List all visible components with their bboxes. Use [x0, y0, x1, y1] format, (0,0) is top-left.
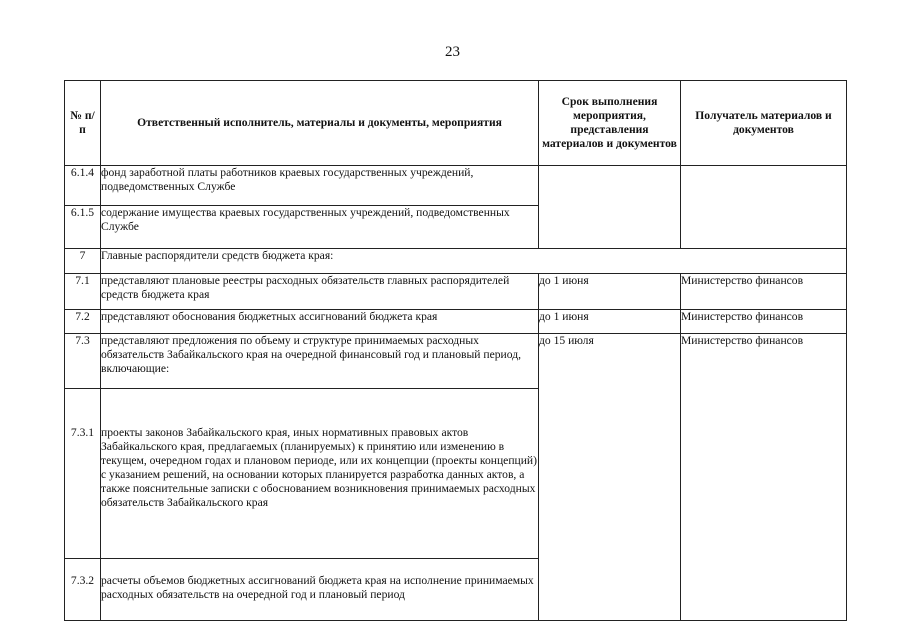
table-header-row — [65, 81, 847, 166]
row-number: 7.2 — [65, 310, 101, 334]
row-text: представляют плановые реестры расходных обязательств главных распорядителей средств бюджета края — [101, 274, 539, 310]
row-recipient: Министерство финансов — [681, 310, 847, 334]
header-executor: Ответственный исполнитель, материалы и документы, мероприятия — [101, 81, 539, 166]
table-row — [65, 274, 847, 310]
row-number: 6.1.4 — [65, 166, 101, 206]
row-text: проекты законов Забайкальского края, иных нормативных правовых актов Забайкальского края, предлагаемых (планируемых) к принятию или изменению в текущем, очередном годах и плановом периоде, или их концепции (проекты концепций) с указанием решений, на основании которых планируется разработка данных актов, а также пояснительные записки с обоснованием возникновения принимаемых расходных обязательств Забайкальского края — [101, 389, 539, 559]
row-term — [539, 166, 681, 249]
row-text: представляют обоснования бюджетных ассигнований бюджета края — [101, 310, 539, 334]
row-term: до 15 июля — [539, 334, 681, 621]
row-recipient — [681, 166, 847, 249]
table-row — [65, 310, 847, 334]
row-text: Главные распорядители средств бюджета края: — [101, 249, 847, 274]
row-number: 7 — [65, 249, 101, 274]
header-recipient: Получатель материалов и документов — [681, 81, 847, 166]
header-num: № п/п — [65, 81, 101, 166]
row-number: 7.3 — [65, 334, 101, 389]
row-number: 7.3.2 — [65, 559, 101, 621]
row-recipient: Министерство финансов — [681, 274, 847, 310]
header-term: Срок выполнения мероприятия, представления материалов и документов — [539, 81, 681, 166]
row-number: 7.3.1 — [65, 389, 101, 559]
row-text: фонд заработной платы работников краевых государственных учреждений, подведомственных Службе — [101, 166, 539, 206]
row-term: до 1 июня — [539, 310, 681, 334]
table-row — [65, 249, 847, 274]
activities-table — [64, 80, 847, 621]
row-number: 7.1 — [65, 274, 101, 310]
row-number: 6.1.5 — [65, 206, 101, 249]
table-row — [65, 334, 847, 389]
table-row — [65, 166, 847, 206]
row-text: расчеты объемов бюджетных ассигнований бюджета края на исполнение принимаемых расходных обязательств на очередной год и плановый период — [101, 559, 539, 621]
row-recipient: Министерство финансов — [681, 334, 847, 621]
row-text: содержание имущества краевых государственных учреждений, подведомственных Службе — [101, 206, 539, 249]
row-text: представляют предложения по объему и структуре принимаемых расходных обязательств Забайкальского края на очередной финансовый год и плановый период, включающие: — [101, 334, 539, 389]
row-term: до 1 июня — [539, 274, 681, 310]
page-number: 23 — [445, 44, 460, 60]
